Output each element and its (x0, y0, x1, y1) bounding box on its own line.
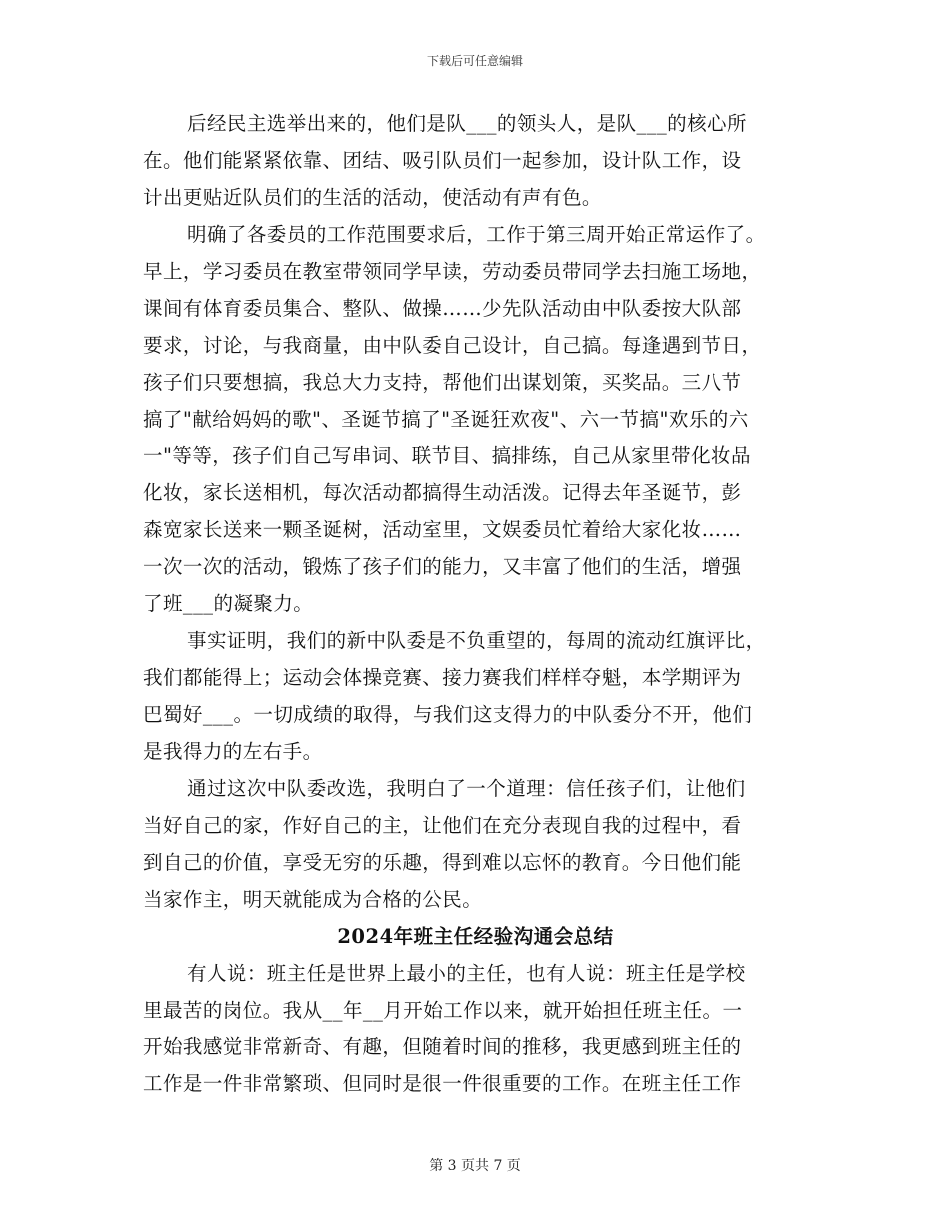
text-line: 通过这次中队委改选，我明白了一个道理：信任孩子们，让他们 (187, 776, 746, 800)
text-line: 森宽家长送来一颗圣诞树，活动室里，文娱委员忙着给大家化妆…… (143, 518, 742, 542)
text-line: 课间有体育委员集合、整队、做操……少先队活动由中队委按大队部 (143, 296, 742, 320)
section-title: 2024年班主任经验沟通会总结 (337, 924, 614, 948)
text-line: 开始我感觉非常新奇、有趣，但随着时间的推移，我更感到班主任的 (143, 1035, 742, 1059)
page-number: 第 3 页共 7 页 (429, 1158, 521, 1174)
text-line: 巴蜀好___。一切成绩的取得，与我们这支得力的中队委分不开，他们 (143, 703, 753, 726)
text-line: 了班___的凝聚力。 (143, 592, 314, 616)
text-line: 当好自己的家，作好自己的主，让他们在充分表现自我的过程中，看 (143, 813, 742, 837)
text-line: 我们都能得上；运动会体操竞赛、接力赛我们样样夺魁，本学期评为 (143, 666, 742, 690)
text-line: 化妆，家长送相机，每次活动都搞得生动活泼。记得去年圣诞节，彭 (143, 481, 742, 505)
text-line: 后经民主选举出来的，他们是队___的领头人，是队___的核心所 (187, 112, 747, 135)
document-body (143, 106, 808, 1103)
text-line: 当家作主，明天就能成为合格的公民。 (143, 887, 483, 911)
text-line: 有人说：班主任是世界上最小的主任，也有人说：班主任是学校 (187, 961, 746, 985)
text-line: 事实证明，我们的新中队委是不负重望的，每周的流动红旗评比， (187, 629, 766, 653)
text-line: 一"等等，孩子们自己写串词、联节目、搞排练，自己从家里带化妆品 (143, 444, 751, 468)
text-line: 是我得力的左右手。 (143, 739, 323, 763)
text-line: 孩子们只要想搞，我总大力支持，帮他们出谋划策，买奖品。三八节 (143, 370, 742, 394)
text-line: 搞了"献给妈妈的歌"、圣诞节搞了"圣诞狂欢夜"、六一节搞"欢乐的六 (143, 407, 749, 431)
text-line: 明确了各委员的工作范围要求后，工作于第三周开始正常运作了。 (187, 222, 766, 246)
text-line: 早上，学习委员在教室带领同学早读，劳动委员带同学去扫施工场地， (143, 259, 762, 283)
text-line: 要求，讨论，与我商量，由中队委自己设计，自己搞。每逢遇到节日， (143, 333, 762, 357)
text-line: 工作是一件非常繁琐、但同时是很一件很重要的工作。在班主任工作 (143, 1072, 742, 1096)
page-header-note: 下载后可任意编辑 (426, 54, 523, 68)
text-line: 在。他们能紧紧依靠、团结、吸引队员们一起参加，设计队工作，设 (143, 148, 742, 172)
text-line: 里最苦的岗位。我从__年__月开始工作以来，就开始担任班主任。一 (143, 998, 743, 1022)
text-line: 计出更贴近队员们的生活的活动，使活动有声有色。 (143, 185, 602, 209)
text-line: 一次一次的活动，锻炼了孩子们的能力，又丰富了他们的生活，增强 (143, 555, 742, 579)
text-line: 到自己的价值，享受无穷的乐趣，得到难以忘怀的教育。今日他们能 (143, 850, 742, 874)
